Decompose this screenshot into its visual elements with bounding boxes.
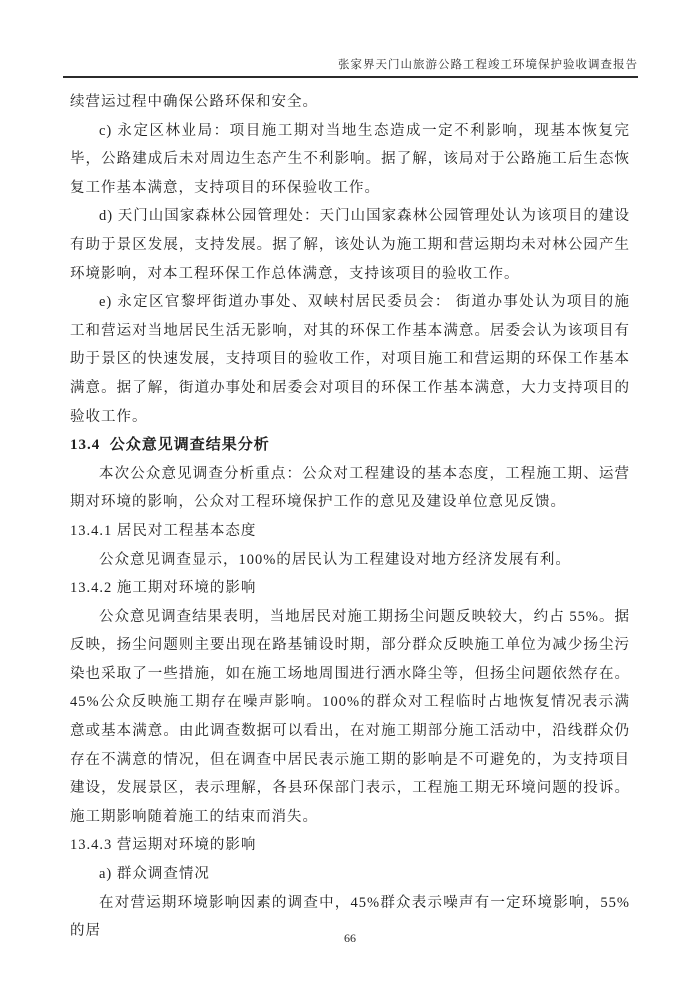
paragraph-section-intro: 本次公众意见调查分析重点：公众对工程建设的基本态度，工程施工期、运营期对环境的影响，公众对工程环境保护工作的意见及建设单位意见反馈。 xyxy=(70,465,630,511)
paragraph-item-c: c) 永定区林业局：项目施工期对当地生态造成一定不利影响，现基本恢复完毕，公路建成后未对周边生态产生不利影响。据了解，该局对于公路施工后生态恢复工作基本满意，支持项目的环保验收工作。 xyxy=(70,122,630,196)
paragraph-13-4-1: 公众意见调查显示，100%的居民认为工程建设对地方经济发展有利。 xyxy=(99,551,571,568)
paragraph-continuation: 续营运过程中确保公路环保和安全。 xyxy=(70,94,318,110)
subsection-heading-13-4-1: 13.4.1 居民对工程基本态度 xyxy=(70,522,257,539)
paragraph-item-a-label: a) 群众调查情况 xyxy=(99,866,210,883)
paragraph-item-e: e) 永定区官黎坪街道办事处、双峡村居民委员会： 街道办事处认为项目的施工和营运对当地居民生活无影响，对其的环保工作基本满意。居委会认为该项目有助于景区的快速发展，支持项目的验收工作，对项目施工和营运期的环保工作基本满意。据了解，街道办事处和居委会对项目的环保工作基本满意，大力支持项目的验收工作。 xyxy=(70,294,630,425)
subsection-heading-13-4-3: 13.4.3 营运期对环境的影响 xyxy=(70,837,257,854)
subsection-heading-13-4-2: 13.4.2 施工期对环境的影响 xyxy=(70,580,257,597)
paragraph-13-4-3: 在对营运期环境影响因素的调查中，45%群众表示噪声有一定环境影响，55%的居 xyxy=(70,894,630,940)
document-body xyxy=(70,88,630,946)
page-header-title: 张家界天门山旅游公路工程竣工环境保护验收调查报告 xyxy=(63,56,638,78)
paragraph-13-4-2: 公众意见调查结果表明，当地居民对施工期扬尘问题反映较大，约占 55%。据反映，扬尘问题则主要出现在路基铺设时期，部分群众反映施工单位为减少扬尘污染也采取了一些措施，如在施工场地周围进行洒水降尘等，但扬尘问题依然存在。45%公众反映施工期存在噪声影响。100%的群众对工程临时占地恢复情况表示满意或基本满意。由此调查数据可以看出，在对施工期部分施工活动中，沿线群众仍存在不满意的情况，但在调查中居民表示施工期的影响是不可避免的，为支持项目建设，发展景区，表示理解，各县环保部门表示，工程施工期无环境问题的投诉。施工期影响随着施工的结束而消失。 xyxy=(70,608,630,825)
paragraph-item-d: d) 天门山国家森林公园管理处：天门山国家森林公园管理处认为该项目的建设有助于景区发展，支持发展。据了解，该处认为施工期和营运期均未对林公园产生环境影响，对本工程环保工作总体满意，支持该项目的验收工作。 xyxy=(70,208,630,282)
page-number: 66 xyxy=(344,931,356,945)
section-heading-13-4: 13.4 公众意见调查结果分析 xyxy=(70,437,270,454)
